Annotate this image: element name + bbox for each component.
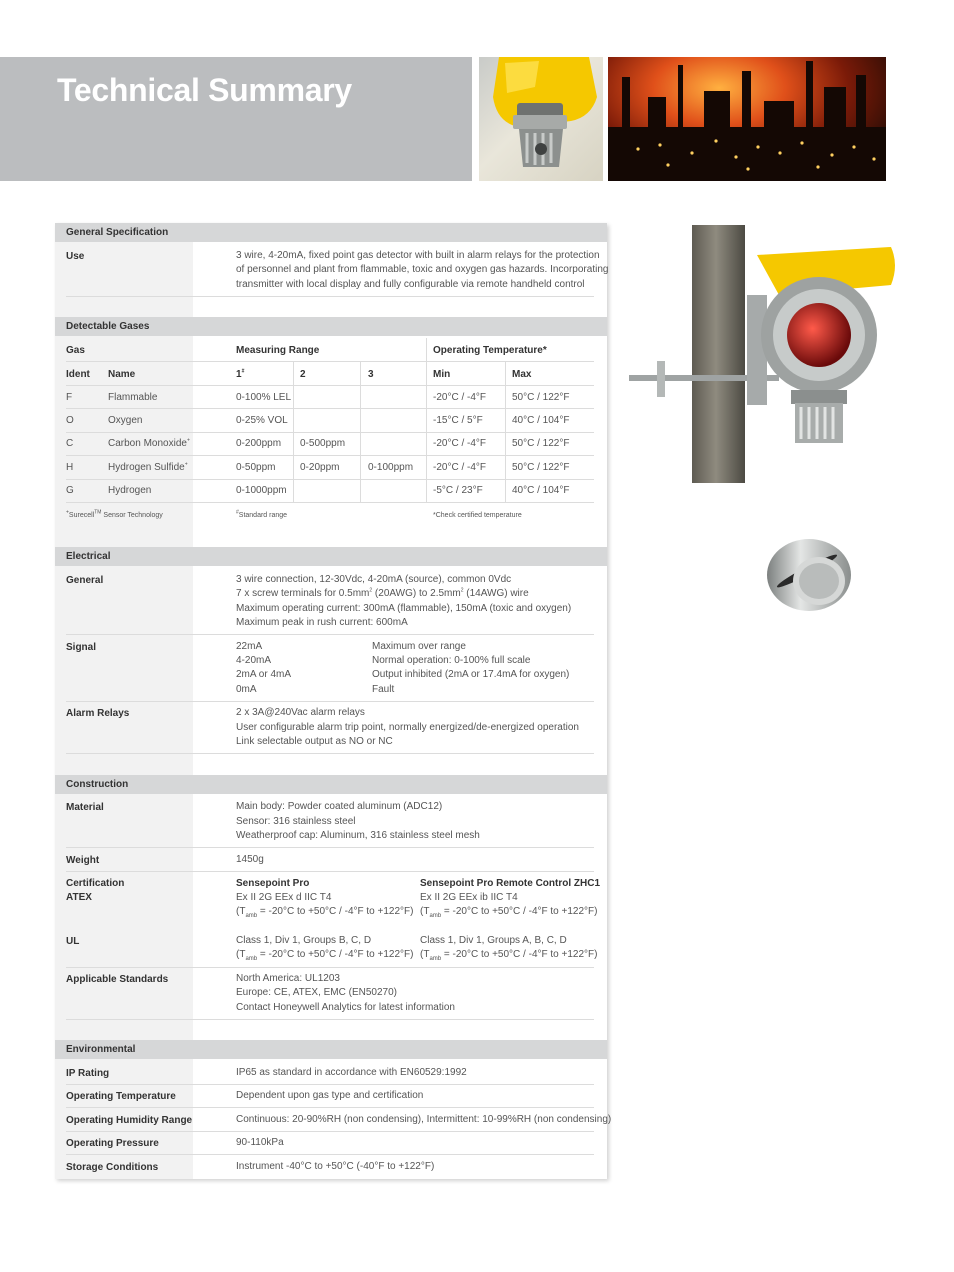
max-header: Max [512, 369, 532, 380]
ip-rating-label: IP Rating [66, 1068, 110, 1079]
operating-temperature-header: Operating Temperature* [433, 345, 547, 356]
ident-header: Ident [66, 369, 90, 380]
ul-label: UL [66, 936, 80, 947]
ul-value-a: Class 1, Div 1, Groups B, C, D [236, 935, 372, 946]
alarm-line-1: 2 x 3A@240Vac alarm relays [236, 707, 365, 718]
signal-desc-4: Fault [372, 684, 395, 695]
standard-range-footnote: #Standard range [236, 509, 288, 519]
signal-desc-1: Maximum over range [372, 641, 466, 652]
operating-pressure-value: 90-110kPa [236, 1137, 284, 1148]
range-3-header: 3 [368, 369, 374, 380]
standards-line-2: Europe: CE, ATEX, EMC (EN50270) [236, 987, 397, 998]
atex-value-b: Ex II 2G EEx ib IIC T4 [420, 892, 518, 903]
electrical-general-line-3: Maximum operating current: 300mA (flammable), 150mA (toxic and oxygen) [236, 603, 572, 614]
signal-value-4: 0mA [236, 684, 257, 695]
pole-mounted-detector-photo [629, 225, 897, 483]
storage-conditions-label: Storage Conditions [66, 1162, 159, 1173]
atex-value-a: Ex II 2G EEx d IIC T4 [236, 892, 332, 903]
page-title: Technical Summary [57, 72, 352, 108]
standards-line-3: Contact Honeywell Analytics for latest information [236, 1002, 455, 1013]
measuring-range-header: Measuring Range [236, 345, 320, 356]
material-line-2: Sensor: 316 stainless steel [236, 816, 356, 827]
use-label: Use [66, 251, 85, 262]
surecell-footnote: +Surecell™ Sensor Technology [66, 509, 163, 519]
signal-value-1: 22mA [236, 641, 263, 652]
operating-temperature-label: Operating Temperature [66, 1091, 176, 1102]
section-detectable-gases: Detectable Gases [55, 317, 607, 336]
section-electrical: Electrical [55, 547, 607, 566]
storage-conditions-value: Instrument -40°C to +50°C (-40°F to +122°F) [236, 1161, 435, 1172]
electrical-general-line-1: 3 wire connection, 12-30Vdc, 4-20mA (source), common 0Vdc [236, 574, 512, 585]
certified-temperature-footnote: *Check certified temperature [433, 512, 522, 519]
atex-label: ATEX [66, 892, 92, 903]
ul-temp-a: ($T_{amb} = -20^\circ C$ to +50°C / -4°F to +122°F) [236, 949, 414, 962]
ul-value-b: Class 1, Div 1, Groups A, B, C, D [420, 935, 567, 946]
section-construction: Construction [55, 775, 607, 794]
sensor-cartridge-photo [757, 523, 857, 623]
use-line-3: transmitter with local display and fully configurable via remote handheld control [236, 279, 585, 290]
humidity-range-value: Continuous: 20-90%RH (non condensing), Intermittent: 10-99%RH (non condensing) [236, 1114, 612, 1125]
atex-temp-a: ($T_{amb} = -20^\circ C$ to +50°C / -4°F to +122°F) [236, 906, 414, 919]
weight-value: 1450g [236, 854, 264, 865]
alarm-relays-label: Alarm Relays [66, 708, 130, 719]
electrical-general-label: General [66, 575, 104, 586]
range-2-header: 2 [300, 369, 306, 380]
min-header: Min [433, 369, 451, 380]
detector-head-photo [479, 57, 603, 181]
use-line-2: of personnel and plant from flammable, toxic and oxygen gas hazards. Incorporating [236, 264, 609, 275]
alarm-line-3: Link selectable output as NO or NC [236, 736, 393, 747]
operating-temperature-value: Dependent upon gas type and certification [236, 1090, 424, 1101]
standards-line-1: North America: UL1203 [236, 973, 340, 984]
refinery-photo [608, 57, 886, 181]
section-general-specification: General Specification [55, 223, 607, 242]
operating-pressure-label: Operating Pressure [66, 1138, 159, 1149]
material-line-3: Weatherproof cap: Aluminum, 316 stainless steel mesh [236, 830, 480, 841]
atex-temp-b: ($T_{amb} = -20^\circ C$ to +50°C / -4°F to +122°F) [420, 906, 598, 919]
ip-rating-value: IP65 as standard in accordance with EN60529:1992 [236, 1067, 467, 1078]
material-label: Material [66, 802, 104, 813]
technical-summary-table: General Specification Use 3 wire, 4-20mA, fixed point gas detector with built in alarm relays for the protection of personnel and plant from flammable, toxic and oxygen gas hazards. Incorporating transmitter with local display and fully configurable via remote handheld control Detectable Gases Gas Measuring Range Operating Temperature* Ident Name 1# 2 3 Min Max F Flammable 0-100% LEL -20°C / -4°F 50°C / 122°F O Oxygen 0-25% VOL -15°C / 5°F 40°C / 104°F C Carbon Monoxide+ 0-200ppm 0-500ppm -20°C / -4°F 50°C / 122°F H Hydrogen Sulfide+ 0-50ppm 0-20ppm 0-100ppm -20°C / -4°F 50°C / 122°F G Hydrogen 0-1000ppm -5°C / 23°F 40°C / 104°F +Surecell™ Sensor Technology #Standard range *Check certified temperature Electrical General 3 wire connection, 12-30Vdc, 4-20mA (source), common 0Vdc 7 x screw terminals for $0.5mm^2$ (20AWG) to $2.5mm^2$ (14AWG) wire Maximum operating current: 300mA (flammable), 150mA (toxic and oxygen) Maximum peak in rush current: 600mA Signal 22mA 4-20mA 2mA or 4mA 0mA Maximum over range Normal operation: 0-100% full scale Output inhibited (2mA or 17.4mA for oxygen) Fault Alarm Relays 2 x 3A@240Vac alarm relays User configurable alarm trip point, normally energized/de-energized operation Link selectable output as NO or NC Construction Material Main body: Powder coated aluminum (ADC12) Sensor: 316 stainless steel Weatherproof cap: Aluminum, 316 stainless steel mesh Weight 1450g Certification ATEX Sensepoint Pro Sensepoint Pro Remote Control ZHC1 Ex II 2G EEx d IIC T4 Ex II 2G EEx ib IIC T4 ($T_{amb} = -20^\circ C$ to +50°C / -4°F to +122°F) ($T_{amb} = -20^\circ C$ to +50°C / -4°F to +122°F) UL Class 1, Div 1, Groups B, C, D Class 1, Div 1, Groups A, B, C, D ($T_{amb} = -20^\circ C$ to +50°C / -4°F to +122°F) ($T_{amb} = -20^\circ C$ to +50°C / -4°F to +122°F) Applicable Standards North America: UL1203 Europe: CE, ATEX, EMC (EN50270) Contact Honeywell Analytics for latest information Environmental IP Rating IP65 as standard in accordance with EN60529:1992 Operating Temperature Dependent upon gas type and certification Operating Humidity Range Continuous: 20-90%RH (non condensing), Intermittent: 10-99%RH (non condensing) Operating Pressure 90-110kPa Storage Conditions Instrument -40°C to +50°C (-40°F to +122°F) [55, 223, 607, 1179]
name-header: Name [108, 369, 136, 380]
signal-value-2: 4-20mA [236, 655, 272, 666]
ul-temp-b: ($T_{amb} = -20^\circ C$ to +50°C / -4°F to +122°F) [420, 949, 598, 962]
alarm-line-2: User configurable alarm trip point, normally energized/de-energized operation [236, 722, 579, 733]
sensepoint-pro-heading: Sensepoint Pro [236, 878, 310, 889]
signal-value-3: 2mA or 4mA [236, 669, 292, 680]
signal-desc-2: Normal operation: 0-100% full scale [372, 655, 531, 666]
applicable-standards-label: Applicable Standards [66, 974, 169, 985]
range-1-header: 1# [236, 368, 245, 380]
gas-header: Gas [66, 345, 85, 356]
weight-label: Weight [66, 855, 100, 866]
material-line-1: Main body: Powder coated aluminum (ADC12) [236, 801, 443, 812]
certification-label: Certification [66, 878, 125, 889]
signal-label: Signal [66, 642, 97, 653]
electrical-general-line-4: Maximum peak in rush current: 600mA [236, 617, 408, 628]
electrical-general-line-2: 7 x screw terminals for $0.5mm^2$ (20AWG) to $2.5mm^2$ (14AWG) wire [236, 587, 529, 599]
section-environmental: Environmental [55, 1040, 607, 1059]
humidity-range-label: Operating Humidity Range [66, 1115, 193, 1126]
signal-desc-3: Output inhibited (2mA or 17.4mA for oxygen) [372, 669, 570, 680]
remote-control-heading: Sensepoint Pro Remote Control ZHC1 [420, 878, 601, 889]
use-line-1: 3 wire, 4-20mA, fixed point gas detector with built in alarm relays for the protection [236, 250, 600, 261]
